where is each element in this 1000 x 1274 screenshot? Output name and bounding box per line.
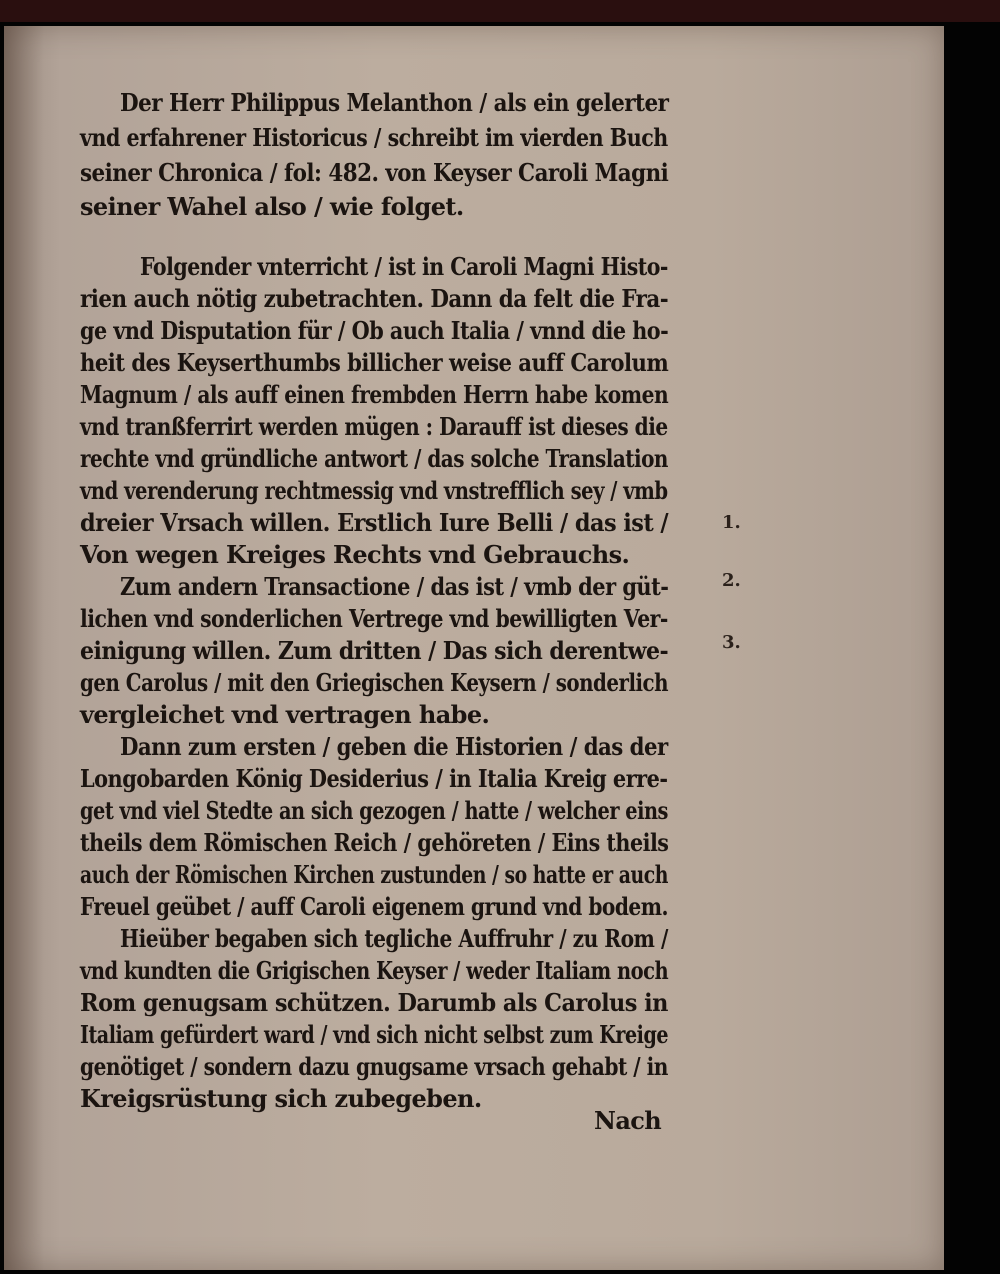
text-line: seiner Chronica / fol: 482. von Keyser Caroli Magni bbox=[80, 158, 669, 187]
text-line: theils dem Römischen Reich / gehöreten / Eins theils bbox=[80, 828, 669, 857]
text-line: lichen vnd sonderlichen Vertrege vnd bewilligten Ver- bbox=[80, 604, 668, 633]
text-line: Zum andern Transactione / das ist / vmb der güt- bbox=[120, 572, 669, 601]
text-line: Kreigsrüstung sich zubegeben. bbox=[80, 1084, 482, 1113]
text-line: gen Carolus / mit den Griegischen Keysern / sonderlich bbox=[80, 668, 669, 697]
text-line: Von wegen Kreiges Rechts vnd Gebrauchs. bbox=[80, 540, 630, 569]
text-line: seiner Wahel also / wie folget. bbox=[80, 192, 464, 221]
text-line: Dann zum ersten / geben die Historien / das der bbox=[120, 732, 668, 761]
text-line: Magnum / als auff einen frembden Herrn habe komen bbox=[80, 380, 669, 409]
text-line: genötiget / sondern dazu gnugsame vrsach gehabt / in bbox=[80, 1052, 668, 1081]
text-line: einigung willen. Zum dritten / Das sich derentwe- bbox=[80, 636, 669, 665]
text-line: rechte vnd gründliche antwort / das solche Translation bbox=[80, 444, 668, 473]
margin-number: 2. bbox=[722, 570, 741, 591]
scan-top-edge bbox=[0, 0, 1000, 22]
text-line: Rom genugsam schützen. Darumb als Carolus in bbox=[80, 988, 668, 1017]
text-line: get vnd viel Stedte an sich gezogen / hatte / welcher eins bbox=[80, 796, 668, 825]
text-line: rien auch nötig zubetrachten. Dann da felt die Fra- bbox=[80, 284, 669, 313]
text-line: Italiam gefürdert ward / vnd sich nicht selbst zum Kreige bbox=[80, 1020, 668, 1049]
text-line: Der Herr Philippus Melanthon / als ein gelerter bbox=[120, 88, 669, 117]
text-line: vnd tranßferrirt werden mügen : Darauff ist dieses die bbox=[80, 412, 668, 441]
text-line: auch der Römischen Kirchen zustunden / so hatte er auch bbox=[80, 860, 668, 889]
margin-number: 1. bbox=[722, 512, 741, 533]
text-line: Folgender vnterricht / ist in Caroli Magni Histo- bbox=[140, 252, 668, 281]
text-line: vergleichet vnd vertragen habe. bbox=[80, 700, 490, 729]
text-line: Longobarden König Desiderius / in Italia Kreig erre- bbox=[80, 764, 668, 793]
text-line: Hieüber begaben sich tegliche Auffruhr / zu Rom / bbox=[120, 924, 668, 953]
text-line: ge vnd Disputation für / Ob auch Italia / vnnd die ho- bbox=[80, 316, 669, 345]
text-line: vnd verenderung rechtmessig vnd vnstrefflich sey / vmb bbox=[80, 476, 668, 505]
text-line: Freuel geübet / auff Caroli eigenem grund vnd bodem. bbox=[80, 892, 669, 921]
margin-number: 3. bbox=[722, 632, 741, 653]
text-line: dreier Vrsach willen. Erstlich Iure Belli / das ist / bbox=[80, 508, 669, 537]
text-line: heit des Keyserthumbs billicher weise auff Carolum bbox=[80, 348, 669, 377]
text-line: vnd kundten die Grigischen Keyser / weder Italiam noch bbox=[80, 956, 669, 985]
document-page bbox=[4, 26, 944, 1270]
catchword: Nach bbox=[594, 1106, 662, 1135]
text-line: vnd erfahrener Historicus / schreibt im vierden Buch bbox=[80, 123, 668, 152]
